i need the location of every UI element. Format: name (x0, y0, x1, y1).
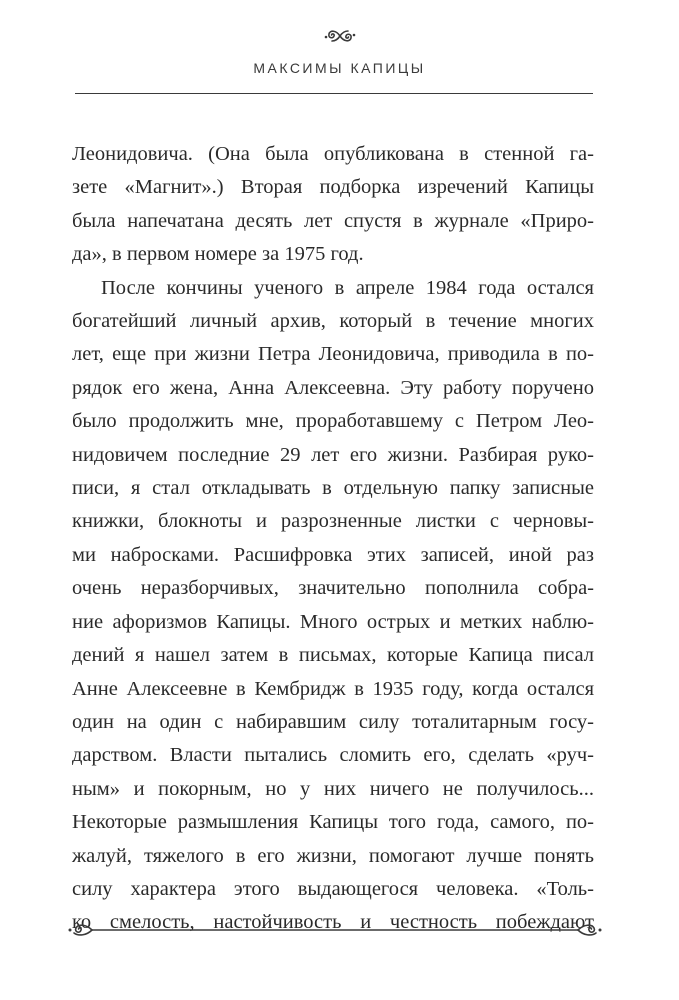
text-line: зете «Магнит».) Вторая подборка изречений Капицы (72, 176, 594, 199)
text-line: один на один с набиравшим силу тоталитарным госу- (72, 710, 594, 733)
text-line: книжки, блокноты и разрозненные листки с черновы- (72, 510, 594, 533)
text-line: ным» и покорным, но у них ничего не получилось... (72, 777, 594, 800)
body-text (72, 138, 594, 940)
running-head: МАКСИМЫ КАПИЦЫ (253, 60, 426, 76)
text-line: жалуй, тяжелого в его жизни, помогают лучше понять (72, 844, 594, 867)
text-line: Анне Алексеевне в Кембридж в 1935 году, когда остался (72, 677, 594, 700)
text-line: богатейший личный архив, который в течение многих (72, 310, 594, 333)
text-line: Леонидовича. (Она была опубликована в стенной га- (72, 143, 594, 165)
text-line: ко смелость, настойчивость и честность побеждают (72, 911, 594, 934)
text-line: ние афоризмов Капицы. Много острых и метких наблю- (72, 610, 594, 633)
text-line: дарством. Власти пытались сломить его, сделать «руч- (72, 744, 594, 767)
text-line: да», в первом номере за 1975 год. (72, 243, 364, 266)
text-line: писи, я стал откладывать в отдельную папку записные (72, 477, 594, 500)
text-line: нидовичем последние 29 лет его жизни. Разбирая руко- (72, 443, 594, 466)
text-line: ми набросками. Расшифровка этих записей, иной раз (72, 543, 594, 566)
text-line: было продолжить мне, проработавшему с Петром Лео- (72, 410, 594, 433)
bottom-ornamental-rule (66, 918, 604, 942)
ornamental-rule-icon (66, 918, 604, 942)
top-fleuron (0, 26, 679, 50)
paragraph-first-line: После кончины ученого в апреле 1984 года остался (101, 276, 594, 299)
text-line: была напечатана десять лет спустя в журнале «Приро- (72, 209, 594, 232)
text-line: очень неразборчивых, значительно пополнила собра- (72, 577, 594, 600)
text-line: Некоторые размышления Капицы того года, самого, по- (72, 811, 594, 834)
text-line: силу характера этого выдающегося человека. «Толь- (72, 877, 594, 900)
text-line: дений я нашел затем в письмах, которые Капица писал (72, 644, 594, 667)
fleuron-icon (323, 26, 357, 46)
text-line: лет, еще при жизни Петра Леонидовича, приводила в по- (72, 343, 594, 366)
header-rule (75, 93, 593, 94)
text-line: рядок его жена, Анна Алексеевна. Эту работу поручено (72, 376, 594, 399)
